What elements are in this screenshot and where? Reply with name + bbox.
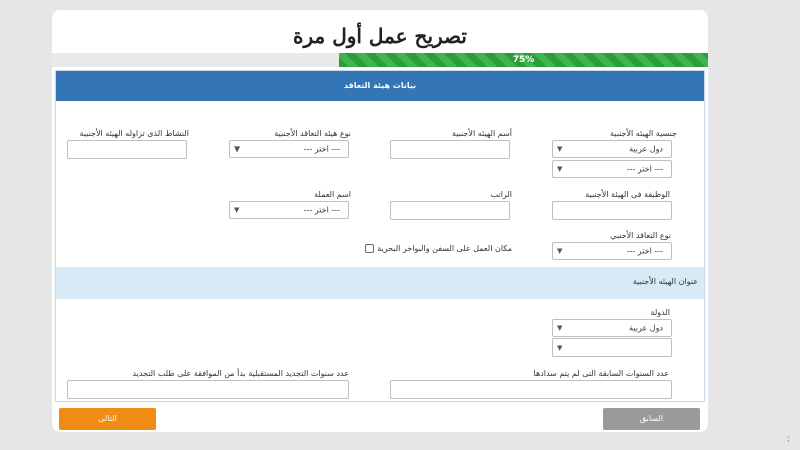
body-name-label: أسم الهيئه الأجنبية [451, 129, 512, 138]
form-card [52, 10, 708, 432]
address-section-title: عنوان الهيئه الأجنبية [632, 277, 698, 286]
ships-checkbox-row[interactable] [365, 244, 512, 253]
salary-input[interactable] [390, 201, 510, 220]
country-select[interactable] [552, 319, 672, 337]
currency-select[interactable] [229, 201, 349, 219]
prev-button[interactable]: السابق [603, 408, 700, 430]
contract-body-type-value: --- اختر --- [303, 144, 340, 154]
nationality-select[interactable] [552, 140, 672, 158]
future-years-label: عدد سنوات التجديد المستقبلية بدأ من الموافقة على طلب التجديد [132, 369, 349, 378]
page-title: تصريح عمل أول مرة [293, 24, 467, 48]
activity-input[interactable] [67, 140, 187, 159]
chevron-down-icon: ▼ [234, 206, 240, 214]
contract-body-type-select[interactable] [229, 140, 349, 158]
panel-header: بيانات هيئة التعاقد [56, 71, 704, 101]
country-label: الدولة [650, 308, 670, 317]
contract-body-type-label: نوع هيئه التعاقد الأجنبية [274, 129, 351, 138]
contract-type-label: نوع التعاقد الأجنبي [610, 231, 671, 240]
body-name-input[interactable] [390, 140, 510, 159]
footer-mark: ; [786, 434, 790, 444]
city-select[interactable] [552, 338, 672, 357]
job-input[interactable] [552, 201, 672, 220]
salary-label: الراتب [490, 190, 512, 199]
chevron-down-icon: ▼ [557, 324, 563, 332]
ships-checkbox[interactable] [365, 244, 374, 253]
contract-type-value: --- اختر --- [626, 246, 663, 256]
job-label: الوظيفة فى الهيئة الأجنبية [585, 190, 670, 199]
nationality-label: جنسية الهيئه الأجنبية [609, 129, 677, 138]
prev-years-label: عدد السنوات السابقة التى لم يتم سدادها [533, 369, 669, 378]
nationality-value: دول عربية [629, 144, 663, 154]
progress-fill: 75% [339, 53, 708, 67]
chevron-down-icon: ▼ [557, 145, 563, 153]
progress-bar [52, 53, 708, 67]
prev-years-input[interactable] [390, 380, 672, 399]
chevron-down-icon: ▼ [557, 165, 563, 173]
nationality-sub-value: --- اختر --- [626, 164, 663, 174]
chevron-down-icon: ▼ [234, 144, 241, 154]
currency-value: --- اختر --- [303, 205, 340, 215]
contract-body-panel [55, 70, 705, 402]
contract-type-select[interactable] [552, 242, 672, 260]
address-section-header [56, 267, 704, 299]
future-years-input[interactable] [67, 380, 349, 399]
chevron-down-icon: ▼ [557, 343, 563, 352]
chevron-down-icon: ▼ [557, 247, 563, 255]
currency-label: اسم العملة [314, 190, 351, 199]
country-value: دول عربية [629, 323, 663, 333]
activity-label: النشاط الذى تزاوله الهيئه الأجنبية [79, 129, 189, 138]
nationality-sub-select[interactable] [552, 160, 672, 178]
ships-label: مكان العمل على السفن والبواخر البحرية [377, 244, 512, 253]
next-button[interactable]: التالى [59, 408, 156, 430]
